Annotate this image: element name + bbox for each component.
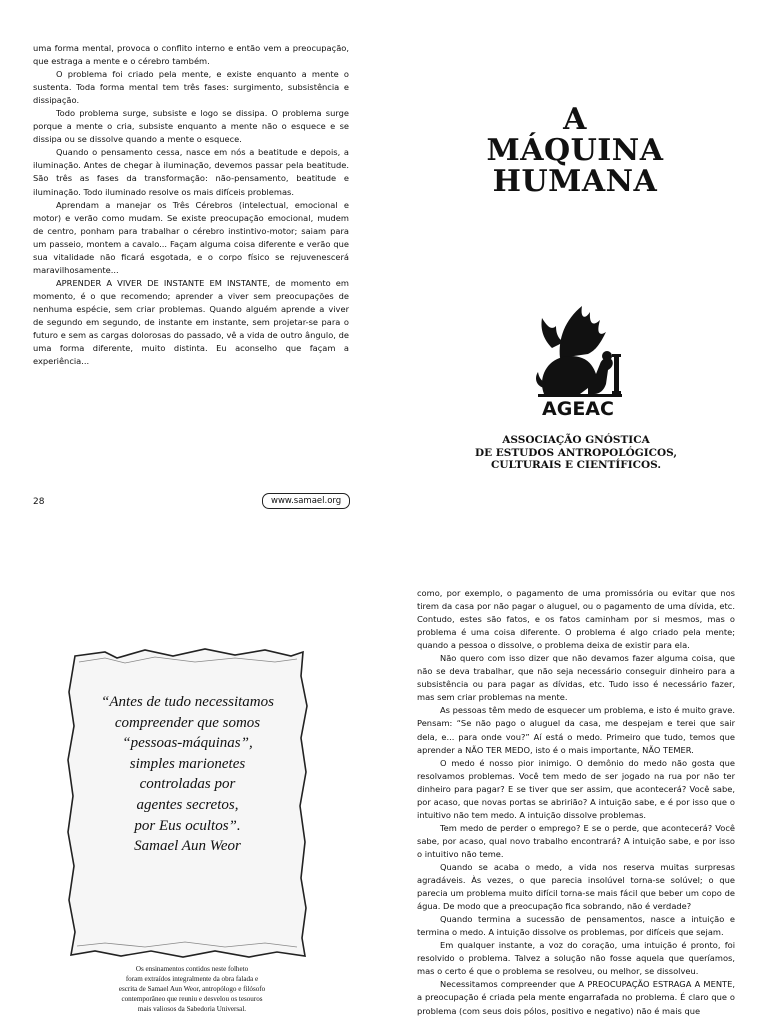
paragraph: uma forma mental, provoca o conflito interno e então vem a preocupação, que estraga a mente e o cérebro também.	[33, 43, 349, 67]
quote-line: simples marionetes	[129, 755, 246, 772]
right-page-text	[417, 587, 735, 1018]
paragraph: As pessoas têm medo de esquecer um problema, e isto é muito grave. Pensam: “Se não pago o aluguel da casa, me despejam e terei que sair dela, e... para onde vou?” Aí está o medo. Primeiro que tudo, temos que aprender a NÃO TER MEDO, isto é o mais importante, NÃO TEMER.	[417, 705, 735, 755]
paragraph: Quando se acaba o medo, a vida nos reserva muitas surpresas agradáveis. Às vezes, o que parecia insolúvel torna-se solúvel; o que parecia um problema muito difícil torna-se mais fácil que beber um copo de água. De modo que a preocupação fica sobrando, não é verdade?	[417, 861, 735, 912]
note-line: escrita de Samael Aun Weor, antropólogo e filósofo	[118, 985, 266, 994]
note-line: foram extraídos integralmente da obra falada e	[125, 975, 259, 984]
note-line: mais valiosos da Sabedoria Universal.	[137, 1005, 247, 1014]
page-number: 28	[33, 497, 45, 507]
paragraph: Não quero com isso dizer que não devamos fazer alguma coisa, que não se deva trabalhar, que não seja necessário conseguir dinheiro para a subsistência ou para pagar as dívidas, etc. Tudo isso é necessário fazer, mas sem criar problemas na mente.	[417, 653, 735, 703]
website-label: www.samael.org	[262, 493, 350, 509]
paragraph: APRENDER A VIVER DE INSTANTE EM INSTANTE, de momento em momento, é o que recomendo; aprender a viver sem preocupações de nenhuma espécie, sem criar problemas. Quando alguém aprende a viver de segundo em segundo, de instante em instante, sem projetar-se para o futuro e sem as cargas dolorosas do passado, vê a vida de outro ângulo, de uma forma diferente, muito distinta. Eu aconselho que façam a experiência...	[33, 277, 349, 367]
quote-line: controladas por	[139, 776, 236, 793]
paragraph: Em qualquer instante, a voz do coração, uma intuição é pronto, foi resolvido o problema. Talvez a solução não fosse aquela que queríamos, mas o certo é que o problema se resolveu, ou melhor, se dissolveu.	[417, 940, 735, 977]
paragraph: Todo problema surge, subsiste e logo se dissipa. O problema surge porque a mente o cria, subsiste enquanto a mente não o esquece e se dissipa ou se dissolve quando a mente o esquece.	[33, 108, 349, 145]
winged-sphinx-icon	[530, 298, 626, 420]
title-line: A	[563, 102, 587, 137]
quote-line: “Antes de tudo necessitamos	[101, 694, 274, 710]
quote-line: por Eus ocultos”.	[134, 817, 241, 834]
back-cover-note	[93, 964, 291, 1014]
paragraph: Quando termina a sucessão de pensamentos, nasce a intuição e termina o medo. A intuição dissolve os problemas, por difíceis que sejam.	[417, 914, 735, 938]
logo-text: AGEAC	[542, 398, 614, 420]
association-line: CULTURAIS E CIENTÍFICOS.	[490, 459, 662, 472]
association-line: DE ESTUDOS ANTROPOLÓGICOS,	[474, 446, 678, 459]
cover-title	[450, 104, 700, 197]
note-line: Os ensinamentos contidos neste folheto	[135, 965, 249, 973]
title-line: HUMANA	[492, 164, 658, 199]
left-page-text	[33, 42, 349, 368]
paragraph: como, por exemplo, o pagamento de uma promissória ou evitar que nos tirem da casa por não pagar o aluguel, ou o pagamento de uma dívida, etc. Contudo, estes são fatos, e os fatos caminham por si mesmos, mas o problema é uma coisa diferente. O problema é algo criado pela mente; quando a pessoa o dissolve, o problema deixa de existir para ela.	[417, 588, 735, 651]
note-line: contemporâneo que reuniu e desvelou os tesouros	[121, 995, 263, 1004]
association-line: ASSOCIAÇÃO GNÓSTICA	[502, 434, 650, 446]
association-name	[460, 434, 692, 472]
paragraph: O medo é nosso pior inimigo. O demônio do medo não gosta que resolvamos problemas. Você tem medo de ser jogado na rua por não ter dinheiro para pagar? E se tiver que ser assim, que acontecerá? Você sabe, por acaso, que novas portas se abririão? A intuição sabe, e é por isso que o intuitivo não tem medo. A intuição dissolve problemas.	[417, 757, 735, 820]
quote-line: agentes secretos,	[136, 796, 239, 813]
quote-author: Samael Aun Weor	[134, 838, 241, 855]
paragraph: O problema foi criado pela mente, e existe enquanto a mente o sustenta. Toda forma mental tem três fases: surgimento, subsistência e dissipação.	[33, 69, 349, 106]
quote-line: compreender que somos	[114, 714, 261, 731]
paragraph: Necessitamos compreender que A PREOCUPAÇÃO ESTRAGA A MENTE, a preocupação é criada pela mente engarrafada no problema. É claro que o problema (com seus dois pólos, positivo e negativo) não é mais que	[417, 979, 735, 1016]
back-cover-quote	[85, 692, 290, 857]
paragraph: Quando o pensamento cessa, nasce em nós a beatitude e depois, a iluminação. Antes de chegar à iluminação, devemos passar pela beatitude. São três as fases da transformação: não-pensamento, beatitude e iluminação. Todo iluminado resolve os mais difíceis problemas.	[33, 147, 349, 197]
title-line: MÁQUINA	[486, 133, 664, 168]
quote-line: “pessoas-máquinas”,	[122, 735, 253, 752]
paragraph: Tem medo de perder o emprego? E se o perde, que acontecerá? Você sabe, por acaso, qual novo trabalho encontrará? A intuição sabe, e por isso o intuitivo não teme.	[417, 822, 735, 859]
paragraph: Aprendam a manejar os Três Cérebros (intelectual, emocional e motor) e verão como mudam. Se existe preocupação emocional, mudem de centro, ponham para trabalhar o cérebro instintivo-motor; saiam para um passeio, montem a cavalo... Façam alguma coisa diferente e verão que sua vitalidade não ficará esgotada, e o corpo físico se rejuvenescerá maravilhosamente...	[33, 199, 349, 275]
